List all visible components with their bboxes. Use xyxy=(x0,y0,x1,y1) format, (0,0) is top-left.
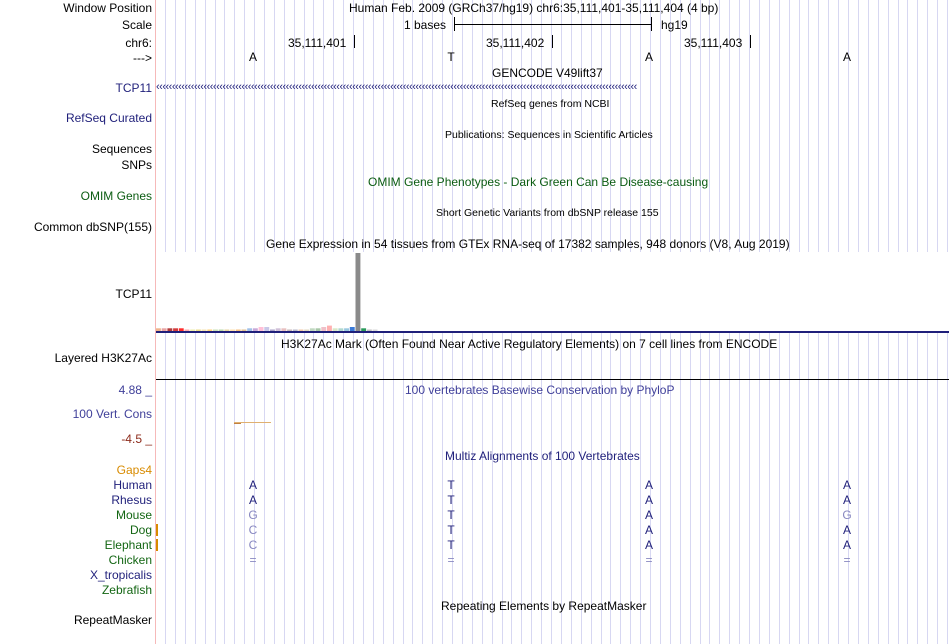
phylop-label[interactable]: 100 Vert. Cons xyxy=(72,407,152,421)
alignment-base: A xyxy=(644,508,653,522)
phylop-max-value: 4.88 _ xyxy=(118,383,152,397)
species-label-mouse[interactable]: Mouse xyxy=(115,508,152,522)
ruler-position-3: 35,111,403 xyxy=(684,36,743,50)
ref-base-4: A xyxy=(842,50,851,64)
scale-text: 1 bases xyxy=(404,18,447,32)
refseq-curated-label[interactable]: RefSeq Curated xyxy=(65,111,152,125)
omim-track-title[interactable]: OMIM Gene Phenotypes - Dark Green Can Be Disease-causing xyxy=(368,175,709,189)
alignment-base: T xyxy=(447,523,455,537)
alignment-base: T xyxy=(447,478,455,492)
ref-base-2: T xyxy=(447,50,455,64)
gencode-gene-label[interactable]: TCP11 xyxy=(115,81,152,95)
alignment-base: C xyxy=(248,538,258,552)
alignment-base: A xyxy=(644,523,653,537)
ref-base-3: A xyxy=(644,50,653,64)
species-label-human[interactable]: Human xyxy=(113,478,152,492)
repeatmasker-label[interactable]: RepeatMasker xyxy=(73,613,152,627)
phylop-score-dark xyxy=(234,423,241,424)
gaps-label[interactable]: Gaps4 xyxy=(116,463,152,477)
gtex-bar-chart[interactable] xyxy=(156,252,949,332)
gtex-gene-label[interactable]: TCP11 xyxy=(115,287,152,301)
chrom-label: chr6: xyxy=(125,36,152,50)
alignment-base: = xyxy=(645,553,653,567)
scale-bar xyxy=(454,24,652,25)
gtex-tissue-bar[interactable] xyxy=(356,253,361,331)
strand-label[interactable]: ---> xyxy=(133,51,152,65)
alignment-base: A xyxy=(248,478,257,492)
ruler-tick-1 xyxy=(354,35,355,48)
scale-label: Scale xyxy=(121,18,152,32)
omim-genes-label[interactable]: OMIM Genes xyxy=(80,189,152,203)
gap-marker xyxy=(156,539,158,551)
alignment-base: A xyxy=(842,478,851,492)
gencode-gene-strand[interactable]: ‹‹‹‹‹‹‹‹‹‹‹‹‹‹‹‹‹‹‹‹‹‹‹‹‹‹‹‹‹‹‹‹‹‹‹‹‹‹‹‹‹‹‹‹‹‹‹‹‹‹‹‹‹‹‹‹‹‹‹‹‹‹‹‹‹‹‹‹‹‹‹‹‹‹‹‹‹‹‹‹‹‹‹‹‹‹‹‹‹‹‹‹‹‹‹‹‹‹‹‹‹‹‹‹‹‹‹‹‹‹‹‹‹‹‹‹‹‹‹‹‹‹‹‹‹‹‹‹‹‹‹‹‹‹‹‹‹‹‹‹‹‹‹‹‹‹‹‹‹‹‹‹ xyxy=(156,81,637,93)
alignment-base: = xyxy=(843,553,851,567)
window-position-label: Window Position xyxy=(63,1,152,15)
gencode-track-title[interactable]: GENCODE V49lift37 xyxy=(492,66,603,80)
repeatmasker-track-title[interactable]: Repeating Elements by RepeatMasker xyxy=(441,599,647,613)
h3k27ac-label[interactable]: Layered H3K27Ac xyxy=(54,351,152,365)
alignment-base: A xyxy=(644,493,653,507)
scale-db: hg19 xyxy=(661,18,688,32)
publications-track-title[interactable]: Publications: Sequences in Scientific Articles xyxy=(445,129,653,141)
alignment-base: A xyxy=(842,493,851,507)
gap-marker xyxy=(156,524,158,536)
alignment-base: A xyxy=(842,523,851,537)
species-label-x_tropicalis[interactable]: X_tropicalis xyxy=(89,568,152,582)
sequences-label[interactable]: Sequences xyxy=(91,142,152,156)
species-label-zebrafish[interactable]: Zebrafish xyxy=(101,583,152,597)
assembly-position: Human Feb. 2009 (GRCh37/hg19) chr6:35,111,401-35,111,404 (4 bp) xyxy=(349,1,719,15)
multiz-track-title[interactable]: Multiz Alignments of 100 Vertebrates xyxy=(445,449,640,463)
phylop-track-title[interactable]: 100 vertebrates Basewise Conservation by PhyloP xyxy=(405,383,675,397)
alignment-base: C xyxy=(248,523,258,537)
alignment-base: A xyxy=(644,538,653,552)
ruler-tick-2 xyxy=(552,35,553,48)
scale-bar-right-tick xyxy=(651,17,652,31)
species-label-rhesus[interactable]: Rhesus xyxy=(111,493,152,507)
gtex-baseline xyxy=(156,331,949,333)
alignment-base: T xyxy=(447,508,455,522)
species-label-elephant[interactable]: Elephant xyxy=(104,538,152,552)
alignment-base: T xyxy=(447,493,455,507)
alignment-base: = xyxy=(447,553,455,567)
gtex-track-title[interactable]: Gene Expression in 54 tissues from GTEx RNA-seq of 17382 samples, 948 donors (V8, Aug 2019) xyxy=(266,237,790,251)
alignment-base: = xyxy=(249,553,257,567)
phylop-min-value: -4.5 _ xyxy=(121,432,152,446)
dbsnp-label[interactable]: Common dbSNP(155) xyxy=(33,220,152,234)
h3k27ac-track-title[interactable]: H3K27Ac Mark (Often Found Near Active Regulatory Elements) on 7 cell lines from ENCODE xyxy=(281,337,778,351)
alignment-base: A xyxy=(842,538,851,552)
dbsnp-track-title[interactable]: Short Genetic Variants from dbSNP release 155 xyxy=(436,207,659,219)
refseq-track-title[interactable]: RefSeq genes from NCBI xyxy=(491,98,610,110)
alignment-base: G xyxy=(248,508,258,522)
species-label-dog[interactable]: Dog xyxy=(129,523,152,537)
h3k27ac-baseline xyxy=(156,379,949,380)
ruler-position-2: 35,111,402 xyxy=(486,36,545,50)
alignment-base: T xyxy=(447,538,455,552)
snps-label[interactable]: SNPs xyxy=(121,158,152,172)
ruler-tick-3 xyxy=(750,35,751,48)
ruler-position-1: 35,111,401 xyxy=(288,36,347,50)
alignment-base: A xyxy=(644,478,653,492)
alignment-base: A xyxy=(248,493,257,507)
species-label-chicken[interactable]: Chicken xyxy=(108,553,152,567)
ref-base-1: A xyxy=(248,50,257,64)
alignment-base: G xyxy=(842,508,852,522)
